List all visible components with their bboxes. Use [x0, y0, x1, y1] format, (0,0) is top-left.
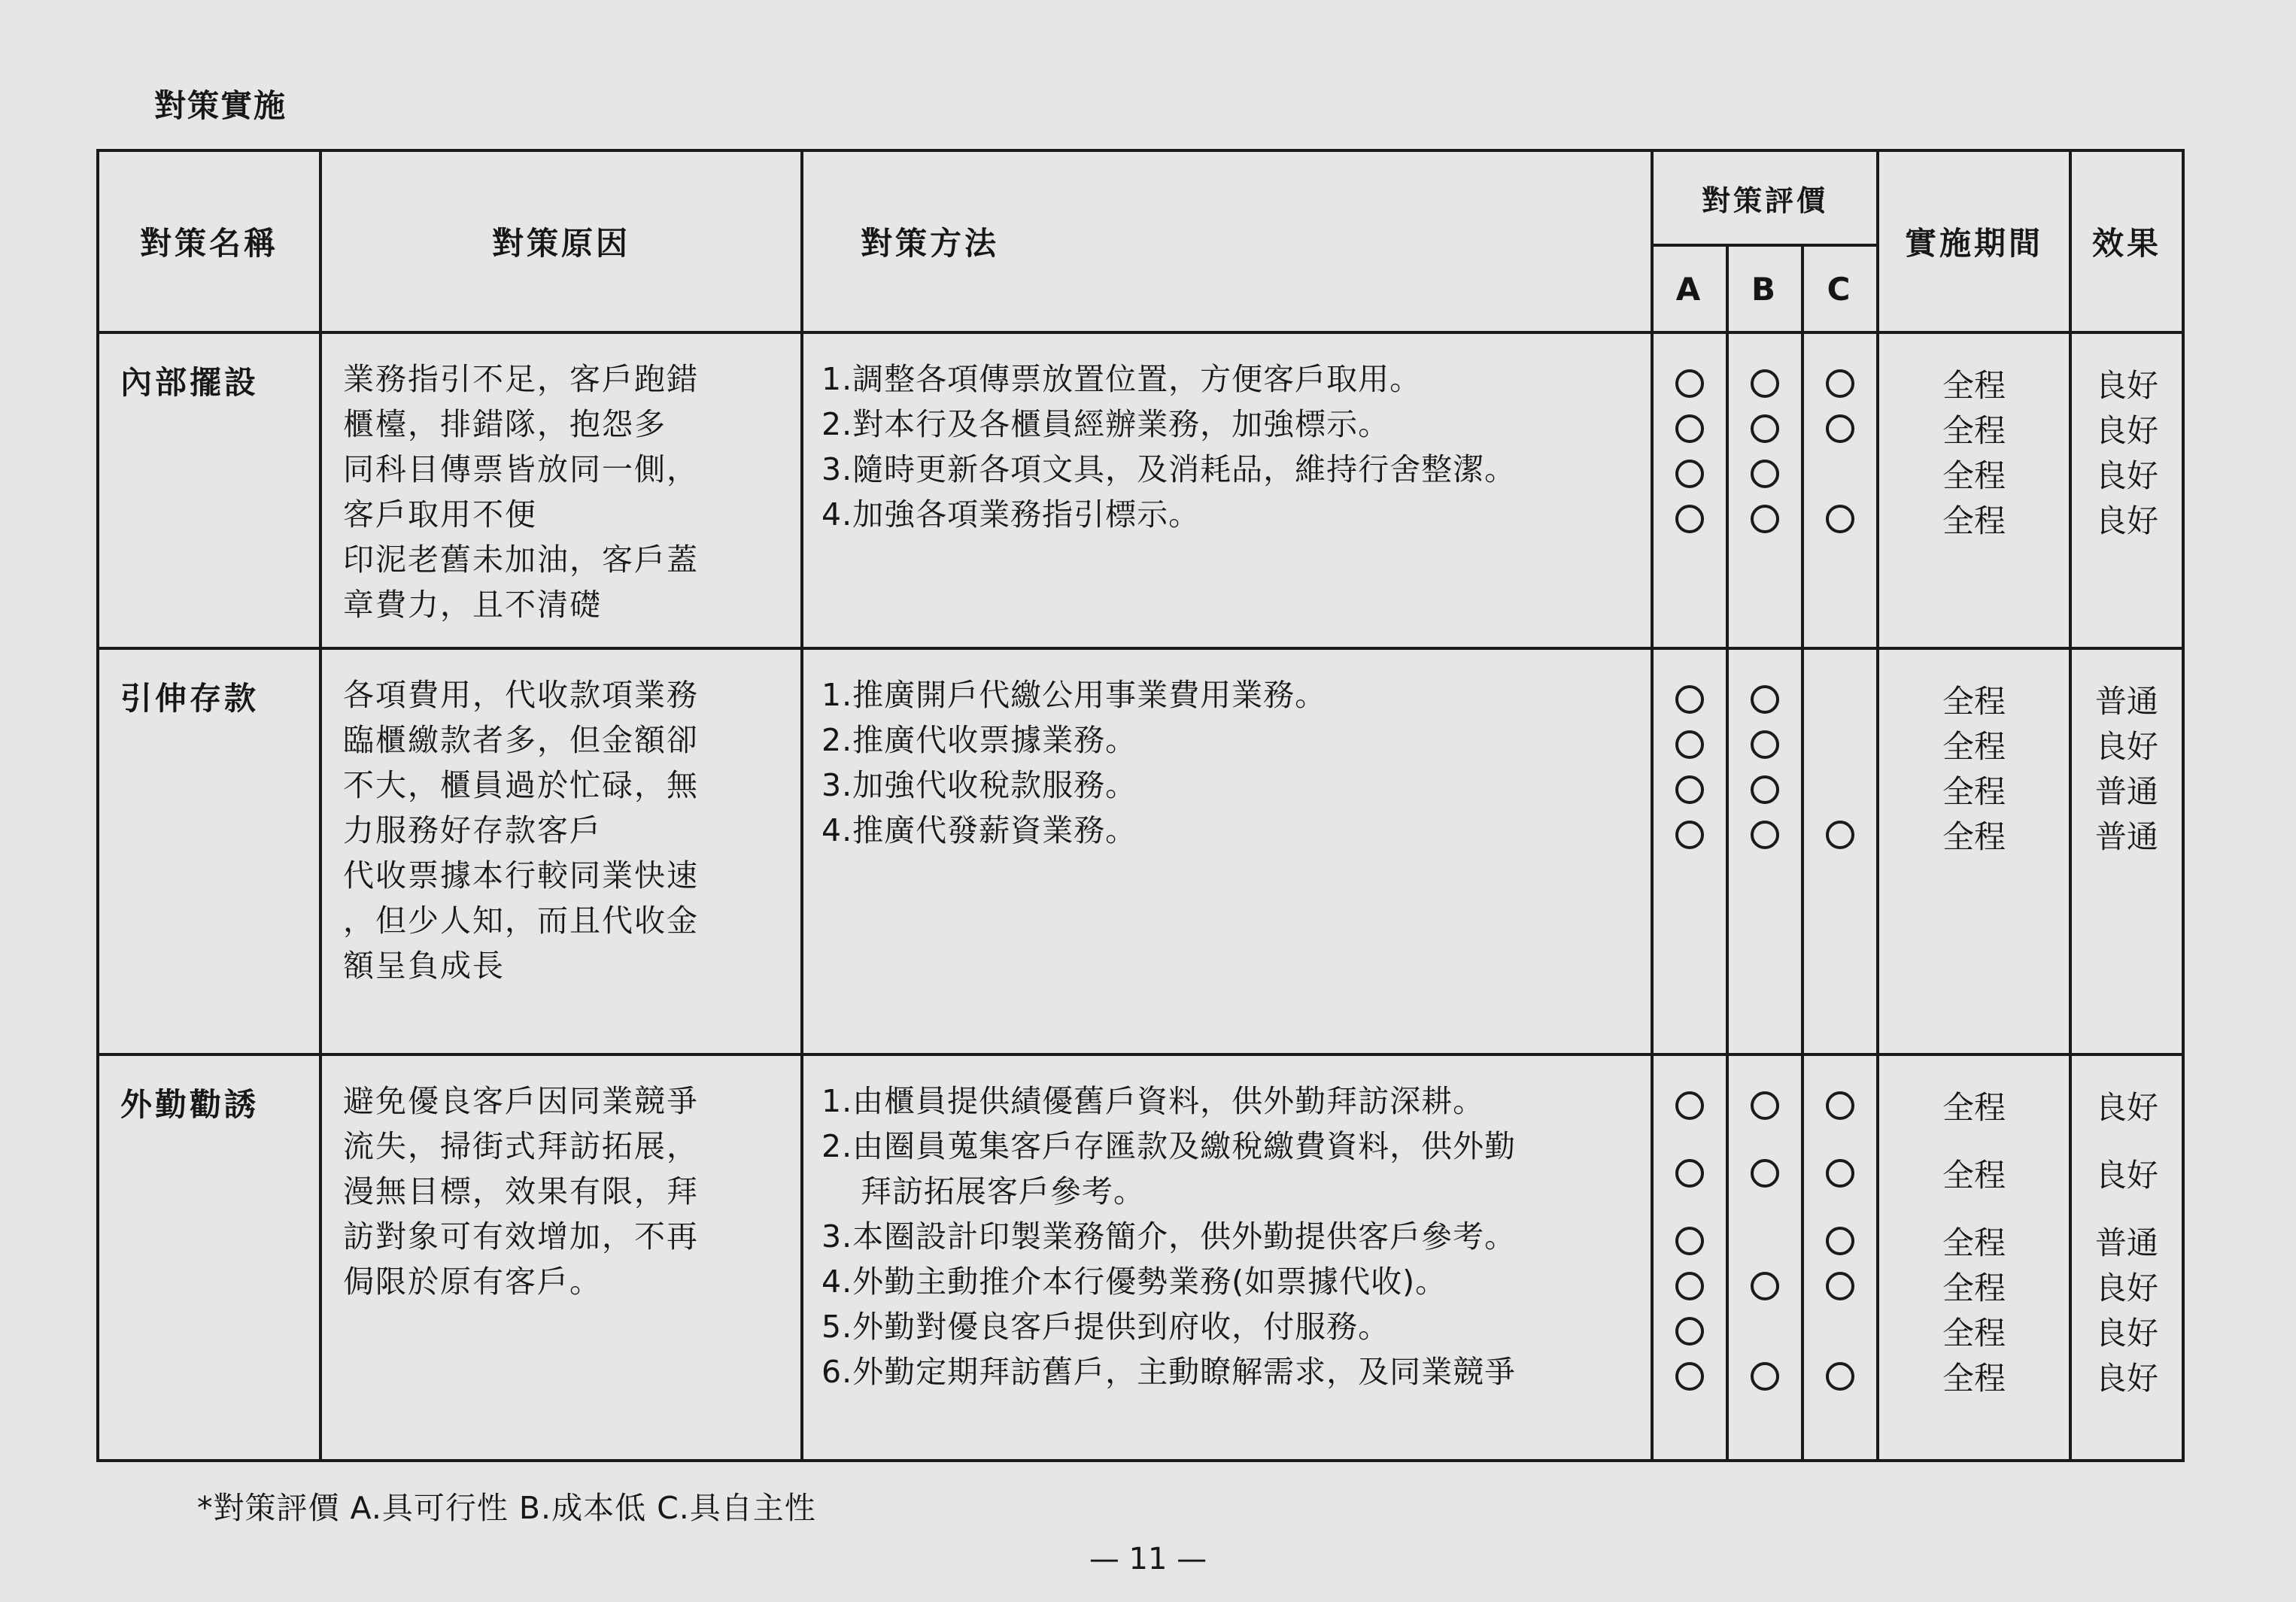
- implementation-period: 全程: [1942, 728, 2006, 765]
- reason-line: 漫無目標，效果有限，拜: [343, 1173, 699, 1209]
- evaluation-c-cell: [1802, 332, 1878, 648]
- evaluation-c-cell: [1802, 1054, 1878, 1461]
- circle-mark-icon: [1826, 1227, 1854, 1255]
- header-b: B: [1727, 245, 1802, 332]
- method-line: 拜訪拓展客戶參考。: [861, 1173, 1145, 1209]
- effect-result: 良好: [2095, 367, 2159, 404]
- table-row: [98, 332, 2183, 648]
- circle-mark-icon: [1675, 369, 1704, 398]
- circle-mark-icon: [1751, 821, 1779, 849]
- circle-mark-icon: [1826, 505, 1854, 533]
- effect-result: 良好: [2095, 1360, 2159, 1397]
- table-row: [98, 648, 2183, 1054]
- circle-mark-icon: [1826, 369, 1854, 398]
- circle-mark-icon: [1751, 1091, 1779, 1120]
- method-line: 5.外勤對優良客戶提供到府收，付服務。: [822, 1309, 1390, 1345]
- countermeasure-methods: [802, 648, 1652, 1054]
- circle-mark-icon: [1751, 1272, 1779, 1300]
- countermeasure-reason: [320, 332, 802, 648]
- reason-line: 同科目傳票皆放同一側，: [343, 451, 699, 487]
- effect-result-cell: [2070, 332, 2183, 648]
- method-line: 2.由圈員蒐集客戶存匯款及繳稅繳費資料，供外勤: [822, 1128, 1517, 1164]
- evaluation-b-cell: [1727, 332, 1802, 648]
- header-name: 對策名稱: [98, 150, 320, 332]
- circle-mark-icon: [1751, 369, 1779, 398]
- effect-result: 良好: [2095, 1270, 2159, 1306]
- countermeasure-name: 外勤勸誘: [98, 1054, 320, 1461]
- method-line: 2.推廣代收票據業務。: [822, 722, 1137, 758]
- countermeasure-table: [96, 149, 2185, 1462]
- circle-mark-icon: [1826, 1362, 1854, 1391]
- circle-mark-icon: [1675, 1091, 1704, 1120]
- implementation-period-cell: [1878, 648, 2070, 1054]
- circle-mark-icon: [1826, 1272, 1854, 1300]
- implementation-period: 全程: [1942, 773, 2006, 810]
- implementation-period-cell: [1878, 1054, 2070, 1461]
- effect-result: 普通: [2095, 1224, 2159, 1261]
- evaluation-c-cell: [1802, 648, 1878, 1054]
- implementation-period: 全程: [1942, 818, 2006, 855]
- circle-mark-icon: [1675, 685, 1704, 714]
- circle-mark-icon: [1675, 1159, 1704, 1188]
- countermeasure-name: 引伸存款: [98, 648, 320, 1054]
- implementation-period: 全程: [1942, 1315, 2006, 1352]
- circle-mark-icon: [1826, 821, 1854, 849]
- circle-mark-icon: [1675, 1272, 1704, 1300]
- table-row: [98, 1054, 2183, 1461]
- circle-mark-icon: [1826, 1159, 1854, 1188]
- reason-line: 業務指引不足，客戶跑錯: [343, 361, 699, 397]
- method-line: 6.外勤定期拜訪舊戶，主動瞭解需求，及同業競爭: [822, 1354, 1517, 1390]
- effect-result: 良好: [2095, 1315, 2159, 1352]
- circle-mark-icon: [1751, 685, 1779, 714]
- effect-result: 良好: [2095, 1089, 2159, 1126]
- circle-mark-icon: [1675, 505, 1704, 533]
- method-line: 1.調整各項傳票放置位置，方便客戶取用。: [822, 361, 1422, 397]
- implementation-period: 全程: [1942, 412, 2006, 449]
- implementation-period-cell: [1878, 332, 2070, 648]
- implementation-period: 全程: [1942, 1270, 2006, 1306]
- reason-line: 臨櫃繳款者多，但金額卻: [343, 722, 699, 758]
- circle-mark-icon: [1751, 775, 1779, 804]
- reason-line: 各項費用，代收款項業務: [343, 677, 699, 713]
- evaluation-b-cell: [1727, 1054, 1802, 1461]
- header-a: A: [1652, 245, 1727, 332]
- effect-result: 良好: [2095, 412, 2159, 449]
- evaluation-a-cell: [1652, 648, 1727, 1054]
- method-line: 1.推廣開戶代繳公用事業費用業務。: [822, 677, 1327, 713]
- effect-result: 普通: [2095, 683, 2159, 720]
- reason-line: 章費力，且不清礎: [343, 587, 602, 623]
- circle-mark-icon: [1826, 1091, 1854, 1120]
- header-effect: 效果: [2070, 150, 2183, 332]
- effect-result-cell: [2070, 648, 2183, 1054]
- reason-line: 侷限於原有客戶。: [343, 1264, 602, 1300]
- effect-result: 普通: [2095, 773, 2159, 810]
- header-evaluation: 對策評價: [1652, 150, 1878, 245]
- circle-mark-icon: [1675, 1227, 1704, 1255]
- reason-line: 力服務好存款客戶: [343, 812, 602, 848]
- effect-result: 良好: [2095, 1157, 2159, 1194]
- method-line: 1.由櫃員提供績優舊戶資料，供外勤拜訪深耕。: [822, 1083, 1485, 1119]
- evaluation-a-cell: [1652, 1054, 1727, 1461]
- circle-mark-icon: [1675, 1317, 1704, 1346]
- reason-line: 額呈負成長: [343, 948, 505, 984]
- implementation-period: 全程: [1942, 1089, 2006, 1126]
- reason-line: 櫃檯，排錯隊，抱怨多: [343, 406, 667, 442]
- header-method: 對策方法: [802, 150, 1652, 332]
- countermeasure-reason: [320, 1054, 802, 1461]
- method-line: 4.外勤主動推介本行優勢業務(如票據代收)。: [822, 1264, 1447, 1300]
- implementation-period: 全程: [1942, 1157, 2006, 1194]
- effect-result: 良好: [2095, 728, 2159, 765]
- effect-result: 普通: [2095, 818, 2159, 855]
- method-line: 3.本圈設計印製業務簡介，供外勤提供客戶參考。: [822, 1218, 1517, 1255]
- header-period: 實施期間: [1878, 150, 2070, 332]
- circle-mark-icon: [1675, 1362, 1704, 1391]
- reason-line: 印泥老舊未加油，客戶蓋: [343, 542, 699, 578]
- footnote: *對策評價 A.具可行性 B.成本低 C.具自主性: [197, 1490, 816, 1526]
- method-line: 3.隨時更新各項文具，及消耗品，維持行舍整潔。: [822, 451, 1517, 487]
- countermeasure-name: 內部擺設: [98, 332, 320, 648]
- evaluation-b-cell: [1727, 648, 1802, 1054]
- page-number: — 11 —: [1089, 1542, 1207, 1576]
- implementation-period: 全程: [1942, 1224, 2006, 1261]
- countermeasure-methods: [802, 332, 1652, 648]
- header-c: C: [1802, 245, 1878, 332]
- method-line: 4.推廣代發薪資業務。: [822, 812, 1137, 848]
- evaluation-a-cell: [1652, 332, 1727, 648]
- method-line: 3.加強代收稅款服務。: [822, 767, 1137, 803]
- circle-mark-icon: [1675, 775, 1704, 804]
- page-title: 對策實施: [154, 87, 287, 124]
- method-line: 4.加強各項業務指引標示。: [822, 496, 1201, 532]
- reason-line: 不大，櫃員過於忙碌，無: [343, 767, 699, 803]
- header-reason: 對策原因: [320, 150, 802, 332]
- implementation-period: 全程: [1942, 457, 2006, 494]
- effect-result-cell: [2070, 1054, 2183, 1461]
- reason-line: 避免優良客戶因同業競爭: [343, 1083, 699, 1119]
- reason-line: 代收票據本行較同業快速: [343, 857, 699, 894]
- effect-result: 良好: [2095, 457, 2159, 494]
- circle-mark-icon: [1675, 821, 1704, 849]
- reason-line: 訪對象可有效增加，不再: [343, 1218, 699, 1255]
- implementation-period: 全程: [1942, 502, 2006, 539]
- implementation-period: 全程: [1942, 367, 2006, 404]
- table-body: [98, 332, 2183, 1461]
- circle-mark-icon: [1751, 414, 1779, 443]
- circle-mark-icon: [1751, 1362, 1779, 1391]
- method-line: 2.對本行及各櫃員經辦業務，加強標示。: [822, 406, 1390, 442]
- countermeasure-methods: [802, 1054, 1652, 1461]
- circle-mark-icon: [1675, 460, 1704, 488]
- reason-line: 流失，掃街式拜訪拓展，: [343, 1128, 699, 1164]
- circle-mark-icon: [1675, 730, 1704, 759]
- reason-line: ，但少人知，而且代收金: [343, 903, 699, 939]
- implementation-period: 全程: [1942, 1360, 2006, 1397]
- circle-mark-icon: [1675, 414, 1704, 443]
- circle-mark-icon: [1751, 730, 1779, 759]
- circle-mark-icon: [1751, 505, 1779, 533]
- circle-mark-icon: [1751, 460, 1779, 488]
- circle-mark-icon: [1751, 1159, 1779, 1188]
- implementation-period: 全程: [1942, 683, 2006, 720]
- reason-line: 客戶取用不便: [343, 496, 537, 532]
- countermeasure-reason: [320, 648, 802, 1054]
- circle-mark-icon: [1826, 414, 1854, 443]
- effect-result: 良好: [2095, 502, 2159, 539]
